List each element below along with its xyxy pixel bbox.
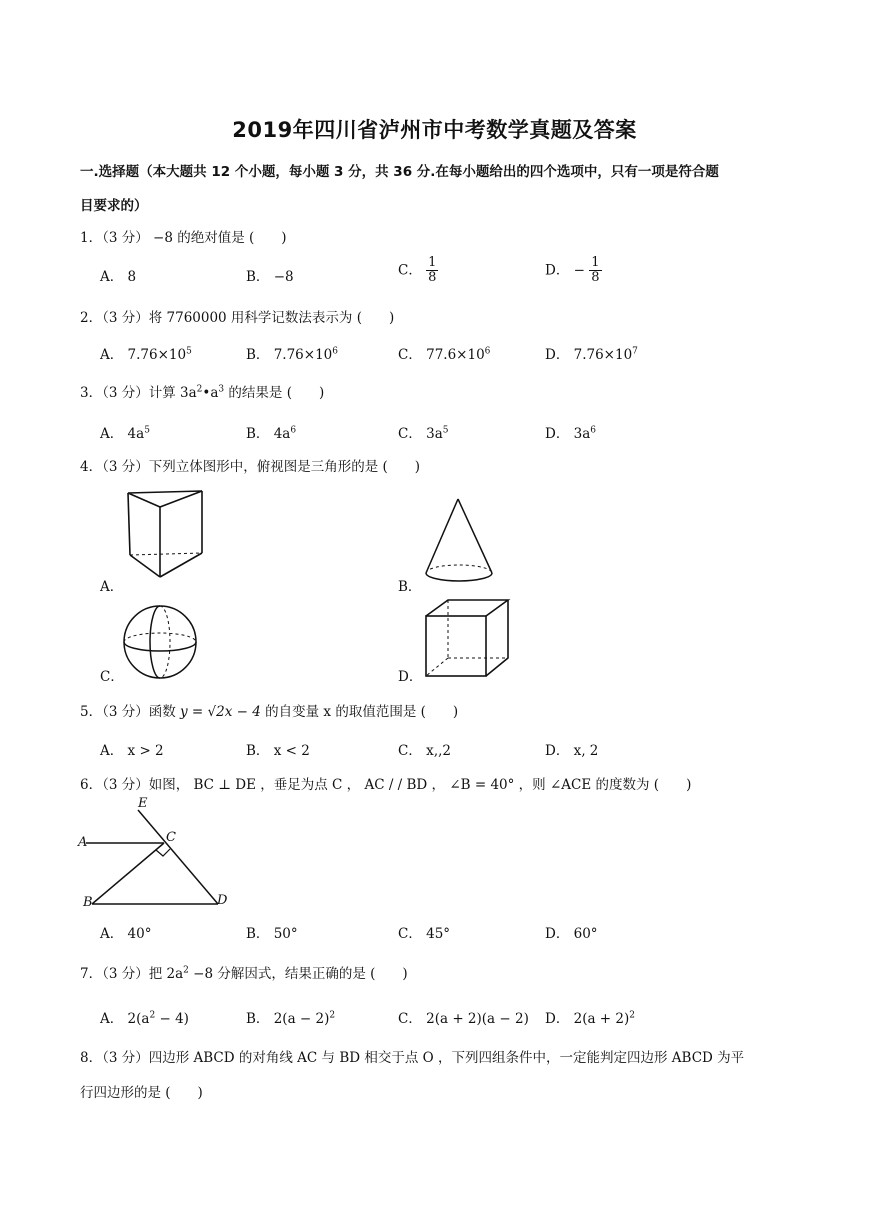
- question-6-option-d: D． 60°: [545, 926, 598, 942]
- stem-text: 的自变量 x 的取值范围是 ( ): [260, 704, 459, 720]
- cone-figure: [420, 495, 500, 590]
- question-2-option-a: [100, 343, 192, 363]
- denominator: 8: [591, 270, 600, 286]
- exponent: 5: [144, 425, 150, 436]
- question-4-option-a: A．: [100, 579, 124, 595]
- option-label: D． −: [545, 262, 585, 279]
- question-5-option-d: D． x‚ 2: [545, 743, 599, 759]
- exponent: 5: [186, 346, 192, 357]
- question-7-option-c: C． 2(a + 2)(a − 2): [398, 1011, 529, 1027]
- section-header-line1: 一.选择题（本大题共 12 个小题，每小题 3 分，共 36 分.在每小题给出的四个选项中，只有一项是符合题: [80, 164, 719, 180]
- option-text: A． 4a: [100, 426, 145, 442]
- stem-text: 3．（3 分）计算 3a: [80, 385, 197, 401]
- exponent: 5: [442, 425, 449, 436]
- triangular-prism-figure: [120, 485, 215, 585]
- exponent: 2: [629, 1010, 636, 1021]
- stem-text: 5．（3 分）函数: [80, 704, 181, 720]
- question-1-option-a: A． 8: [100, 269, 137, 285]
- question-4-option-d: D．: [398, 669, 423, 685]
- exponent: 2: [149, 1010, 156, 1021]
- exponent: 2: [183, 965, 189, 976]
- numerator: 1: [591, 255, 600, 270]
- question-5-option-a: A． x > 2: [100, 743, 164, 759]
- question-3-option-a: [100, 422, 150, 442]
- option-text: B． 4a: [246, 426, 291, 442]
- option-text: D． 3a: [545, 426, 591, 442]
- exponent: 7: [632, 346, 638, 357]
- point-label-b: B: [83, 895, 93, 910]
- function-expression: y = √2x − 4: [180, 704, 261, 720]
- question-5-option-c: C． x‚‚2: [398, 743, 451, 759]
- option-text: C． 3a: [398, 426, 443, 442]
- question-8-stem-line2: 行四边形的是 ( ): [80, 1085, 203, 1101]
- exponent: 6: [484, 346, 491, 357]
- question-4-option-c: C．: [100, 669, 124, 685]
- option-text: B． 2(a − 2): [246, 1011, 330, 1027]
- question-7-option-d: [545, 1007, 635, 1027]
- question-7-stem: [80, 962, 408, 982]
- exponent: 3: [218, 384, 225, 395]
- question-3-option-d: [545, 422, 596, 442]
- point-label-e: E: [138, 796, 148, 811]
- option-text: A． 7.76×10: [100, 347, 187, 363]
- option-text: A． 2(a: [100, 1011, 150, 1027]
- question-6-option-c: C． 45°: [398, 926, 451, 942]
- numerator: 1: [428, 255, 437, 270]
- question-5-stem: [80, 700, 458, 720]
- question-7-option-b: [246, 1007, 335, 1027]
- fraction: [589, 256, 601, 286]
- option-text: C． 77.6×10: [398, 347, 485, 363]
- exponent: 6: [332, 346, 338, 357]
- denominator: 8: [428, 270, 437, 286]
- question-6-option-a: A． 40°: [100, 926, 152, 942]
- question-2-option-b: [246, 343, 338, 363]
- question-6-stem: 6．（3 分）如图， BC ⊥ DE ，垂足为点 C ， AC / / BD ， ∠B = 40° ，则 ∠ACE 的度数为 ( ): [80, 777, 692, 793]
- question-2-option-c: [398, 343, 490, 363]
- sphere-figure: [120, 602, 205, 687]
- question-4-stem: 4．（3 分）下列立体图形中，俯视图是三角形的是 ( ): [80, 459, 421, 475]
- option-text: D． 7.76×10: [545, 347, 633, 363]
- question-8-stem-line1: 8．（3 分）四边形 ABCD 的对角线 AC 与 BD 相交于点 O ，下列四组条件中，一定能判定四边形 ABCD 为平: [80, 1050, 745, 1066]
- page-title: 2019年四川省泸州市中考数学真题及答案: [232, 118, 637, 142]
- exponent: 6: [290, 425, 297, 436]
- question-3-option-c: [398, 422, 449, 442]
- cube-figure: [420, 596, 515, 686]
- point-label-a: A: [78, 835, 88, 850]
- option-label: C．: [398, 262, 422, 279]
- question-2-stem: 2．（3 分）将 7760000 用科学记数法表示为 ( ): [80, 310, 395, 326]
- question-1-stem: 1．（3 分） −8 的绝对值是 ( ): [80, 230, 287, 246]
- question-4-option-b: B．: [398, 579, 422, 595]
- question-1-option-d: [545, 256, 602, 286]
- exponent: 6: [590, 425, 596, 436]
- stem-text: 的结果是 ( ): [224, 385, 325, 401]
- question-1-option-b: B． −8: [246, 269, 294, 285]
- section-header-line2: 目要求的）: [80, 198, 148, 214]
- question-5-option-b: B． x < 2: [246, 743, 310, 759]
- fraction: [426, 256, 438, 286]
- exponent: 2: [329, 1010, 336, 1021]
- question-3-stem: [80, 381, 324, 401]
- question-2-option-d: [545, 343, 638, 363]
- question-3-option-b: [246, 422, 296, 442]
- question-1-option-c: [398, 256, 438, 286]
- question-7-option-a: [100, 1007, 189, 1027]
- option-text: − 4): [155, 1011, 189, 1027]
- exponent: 2: [196, 384, 203, 395]
- stem-text: 7．（3 分）把 2a: [80, 966, 184, 982]
- point-label-d: D: [217, 893, 228, 908]
- stem-text: −8 分解因式，结果正确的是 ( ): [188, 966, 408, 982]
- option-text: B． 7.76×10: [246, 347, 333, 363]
- question-6-option-b: B． 50°: [246, 926, 298, 942]
- point-label-c: C: [166, 830, 176, 845]
- stem-text: •a: [202, 385, 219, 401]
- option-text: D． 2(a + 2): [545, 1011, 630, 1027]
